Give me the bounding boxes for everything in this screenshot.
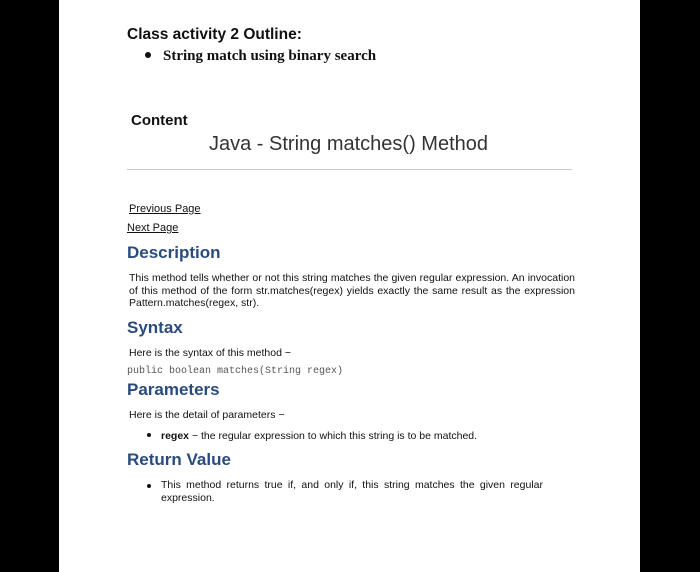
outline-title: Class activity 2 Outline: [127, 26, 302, 43]
bullet-icon [147, 433, 151, 437]
bullet-icon [145, 52, 151, 58]
document-page [59, 0, 640, 572]
syntax-heading: Syntax [127, 318, 183, 337]
description-text: This method tells whether or not this string matches the given regular expression. An invocation of this method of the form str.matches(regex) yields exactly the same result as the expression Pattern.matches(regex, str). [129, 272, 575, 309]
parameter-description: − the regular expression to which this string is to be matched. [189, 430, 478, 442]
return-value-text: This method returns true if, and only if, this string matches the given regular expression. [161, 479, 543, 504]
parameter-name: regex [161, 430, 190, 442]
return-value-heading: Return Value [127, 450, 231, 469]
return-value-item [147, 479, 543, 504]
page-title-text: Java - String matches() Method [209, 133, 488, 155]
outline-item [145, 48, 376, 65]
syntax-code: public boolean matches(String regex) [127, 366, 344, 377]
parameters-intro: Here is the detail of parameters − [129, 409, 285, 421]
syntax-intro: Here is the syntax of this method − [129, 347, 291, 359]
title-divider [127, 169, 572, 170]
page-title [59, 133, 640, 156]
parameter-item [147, 430, 477, 443]
previous-page-link[interactable]: Previous Page [129, 203, 201, 215]
next-page-link[interactable]: Next Page [127, 222, 179, 234]
bullet-icon [147, 484, 151, 488]
parameters-heading: Parameters [127, 380, 220, 399]
description-heading: Description [127, 243, 221, 262]
content-label: Content [131, 112, 188, 129]
return-value-block [147, 479, 543, 504]
outline-item-label: String match using binary search [163, 48, 377, 64]
